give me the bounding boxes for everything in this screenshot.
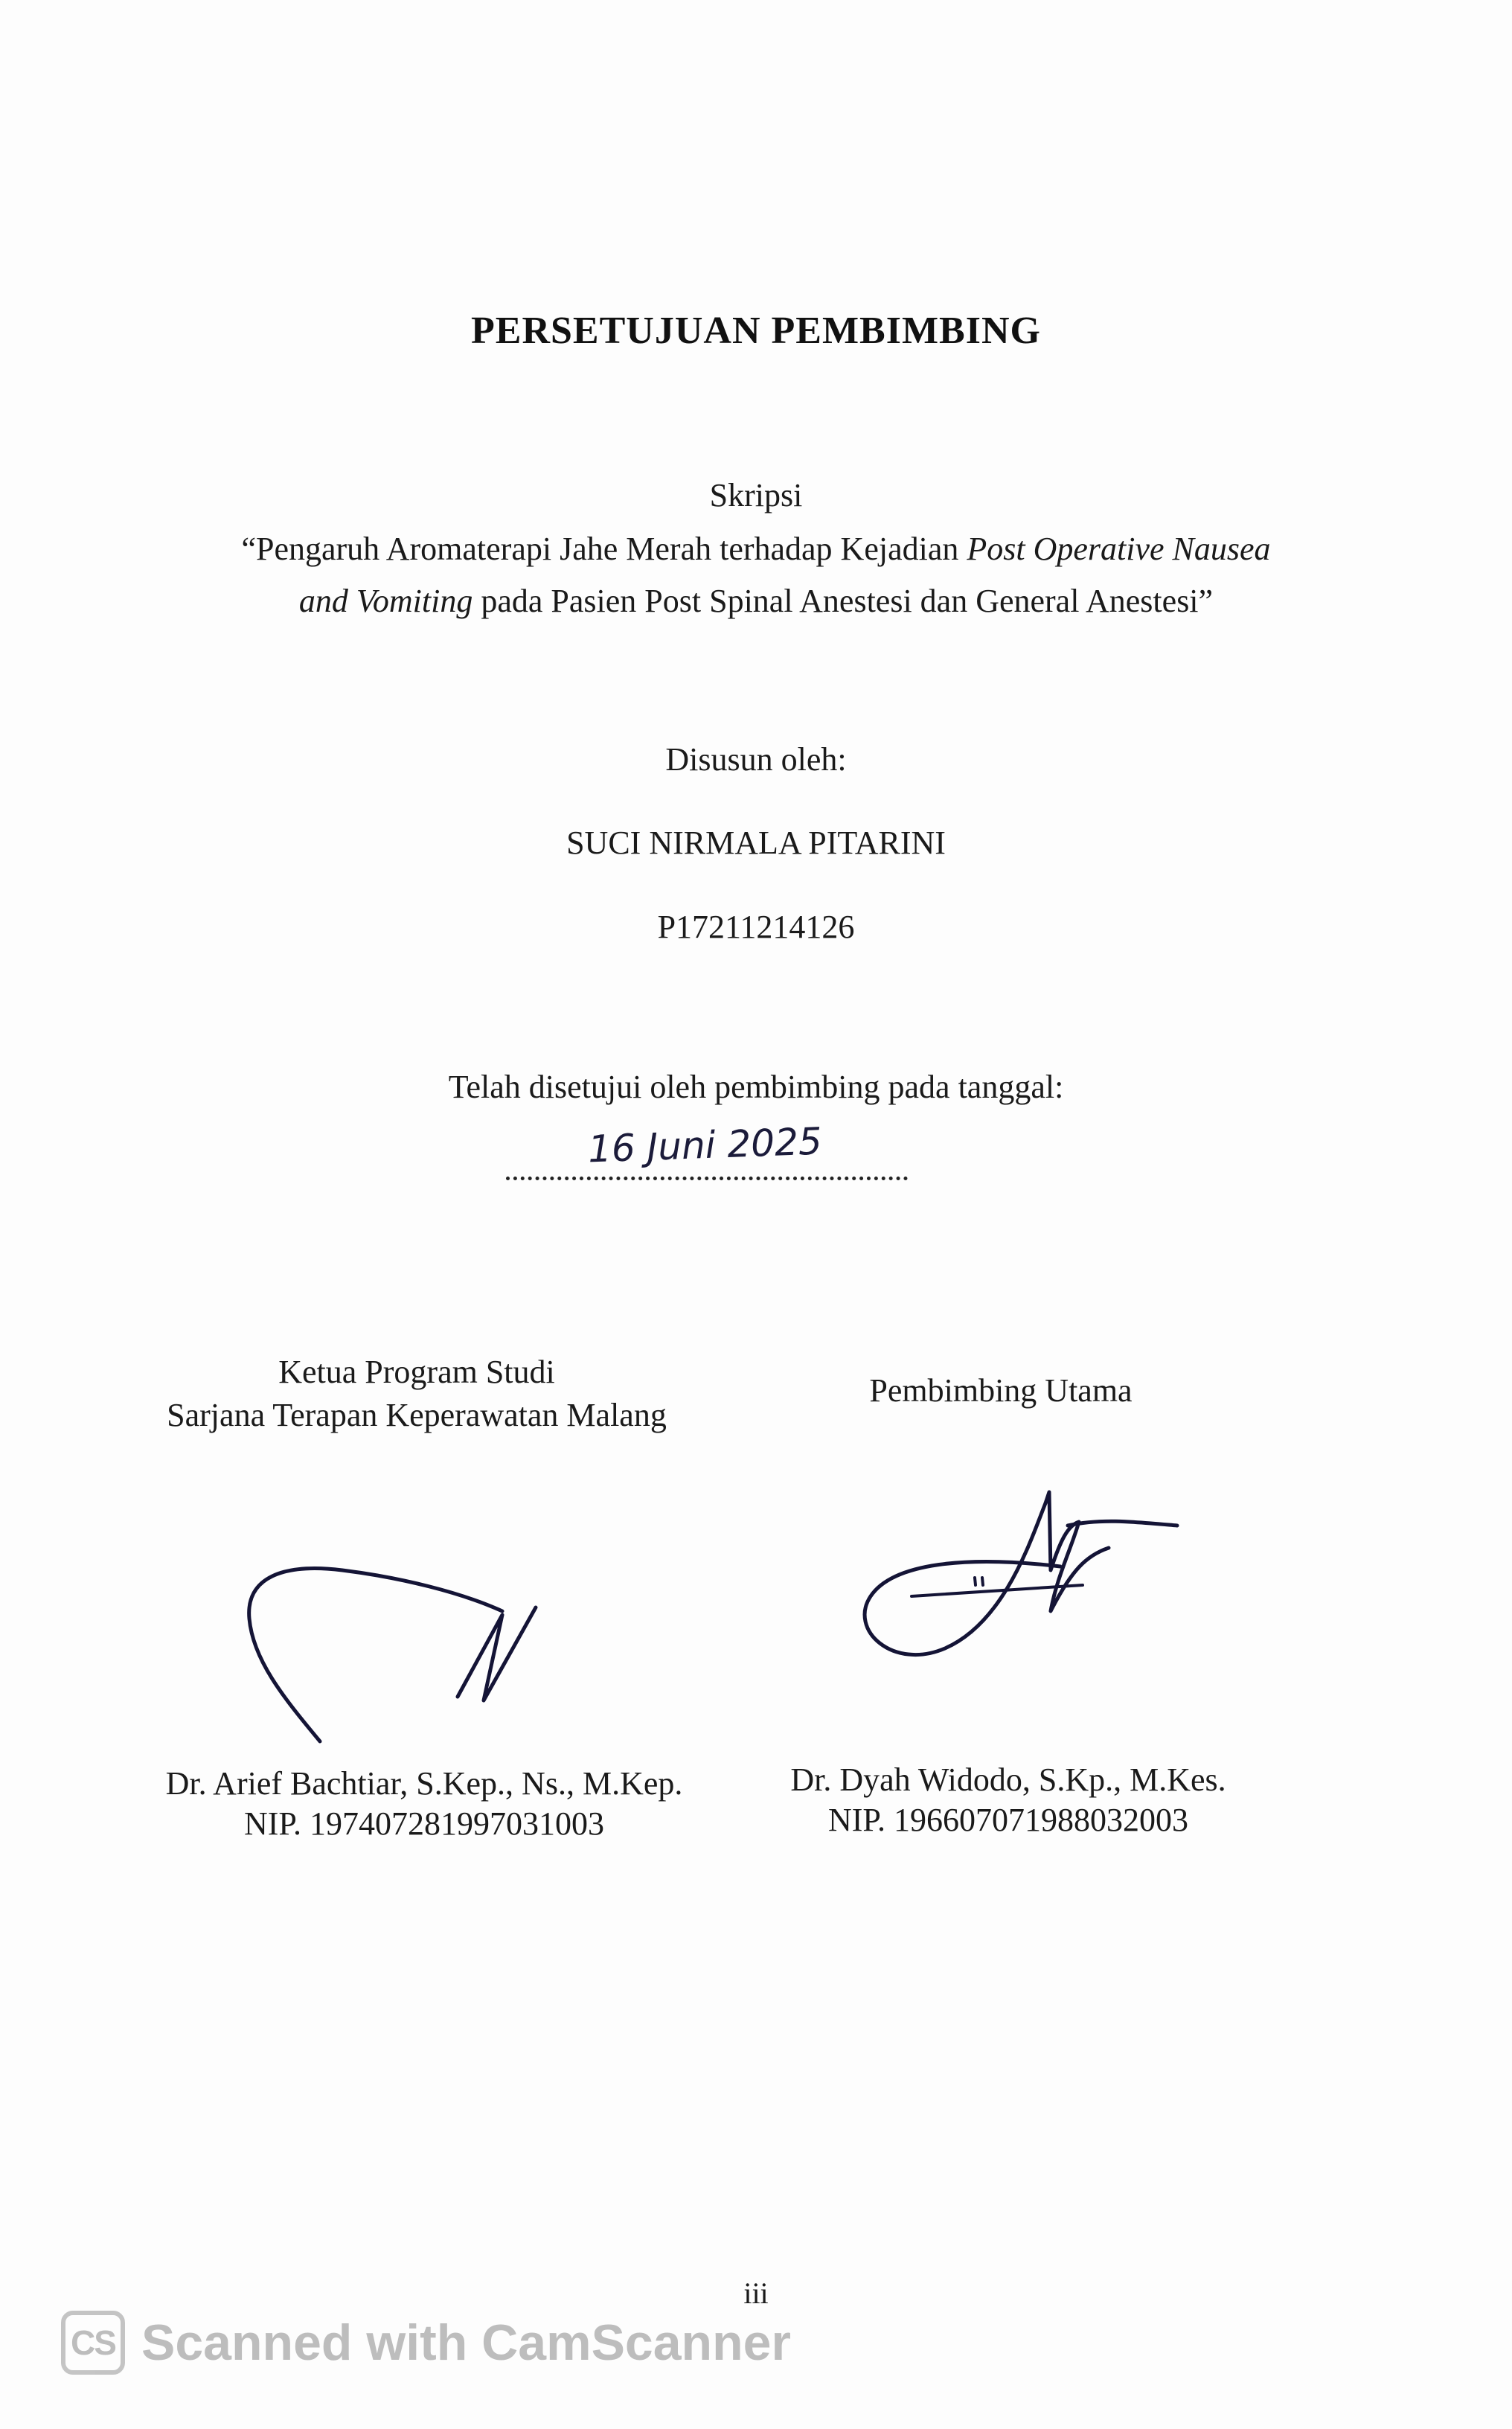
approval-date-field	[506, 1119, 908, 1183]
page-number: iii	[743, 2276, 769, 2310]
thesis-title-line-1	[0, 530, 1512, 568]
left-role-line-2: Sarjana Terapan Keperawatan Malang	[167, 1397, 667, 1433]
approval-date-handwritten: 16 Juni 2025	[587, 1119, 823, 1171]
right-signatory-details	[759, 1760, 1258, 1840]
thesis-title-line-2-regular: pada Pasien Post Spinal Anestesi dan General Anestesi”	[472, 583, 1214, 619]
right-signatory-name: Dr. Dyah Widodo, S.Kp., M.Kes.	[790, 1761, 1226, 1798]
date-dotted-line	[506, 1177, 908, 1180]
left-signatory-name: Dr. Arief Bachtiar, S.Kep., Ns., M.Kep.	[165, 1765, 683, 1802]
camscanner-logo-icon: CS	[61, 2311, 125, 2375]
document-title: PERSETUJUAN PEMBIMBING	[471, 310, 1041, 352]
document-type: Skripsi	[709, 477, 803, 513]
right-signatory-role: Pembimbing Utama	[869, 1372, 1133, 1409]
thesis-title-line-1-italic: Post Operative Nausea	[967, 531, 1271, 567]
author-id: P17211214126	[657, 909, 855, 945]
right-signature	[856, 1481, 1183, 1689]
left-signatory-nip: NIP. 197407281997031003	[243, 1805, 605, 1842]
right-signatory-nip: NIP. 196607071988032003	[827, 1802, 1189, 1838]
left-role-line-1: Ketua Program Studi	[278, 1354, 555, 1390]
thesis-title-line-2-italic: and Vomiting	[298, 583, 473, 619]
author-name: SUCI NIRMALA PITARINI	[566, 825, 946, 861]
thesis-title-line-1-regular: “Pengaruh Aromaterapi Jahe Merah terhadap Kejadian	[241, 531, 967, 567]
left-signatory-details	[130, 1764, 718, 1844]
approval-statement: Telah disetujui oleh pembimbing pada tanggal:	[448, 1069, 1064, 1105]
thesis-title-line-2	[0, 582, 1512, 620]
camscanner-watermark-text: Scanned with CamScanner	[141, 2314, 791, 2371]
camscanner-watermark	[61, 2311, 791, 2375]
left-signature	[238, 1548, 566, 1756]
prepared-by-label: Disusun oleh:	[665, 741, 847, 778]
left-signatory-role	[156, 1351, 677, 1437]
